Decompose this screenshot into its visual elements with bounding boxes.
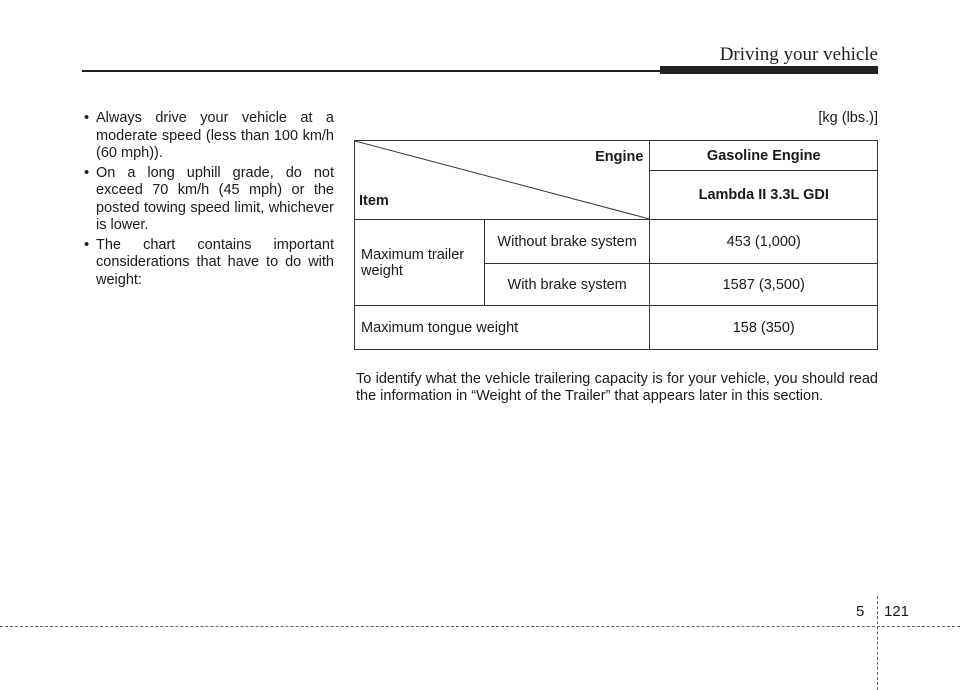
header-title: Driving your vehicle xyxy=(719,44,878,65)
without-brake-value: 453 (1,000) xyxy=(650,220,878,264)
trailering-capacity-note: To identify what the vehicle trailering capacity is for your vehicle, you should read the information in “Weight of the Trailer” that appears later in this section. xyxy=(356,370,878,404)
header-rule xyxy=(82,70,682,72)
guidelines-column xyxy=(82,110,334,291)
bullet-chart-note: • The chart contains important considerations that have to do with weight: xyxy=(82,237,334,290)
engine-header: Gasoline Engine xyxy=(650,141,878,171)
trailer-weight-table xyxy=(354,140,878,350)
without-brake-label: Without brake system xyxy=(484,220,650,264)
header-rule-accent xyxy=(660,66,878,74)
with-brake-value: 1587 (3,500) xyxy=(650,264,878,306)
table-corner-cell xyxy=(355,141,650,220)
footer-divider xyxy=(877,596,878,690)
corner-engine-label: Engine xyxy=(595,149,644,165)
bullet-moderate-speed: • Always drive your vehicle at a moderate speed (less than 100 km/h (60 mph)). xyxy=(82,110,334,163)
guidelines-list xyxy=(82,110,334,289)
tongue-weight-label: Maximum tongue weight xyxy=(355,306,650,350)
max-trailer-label: Maximum trailer weight xyxy=(355,220,485,306)
footer-rule xyxy=(0,626,960,627)
units-label: [kg (lbs.)] xyxy=(818,110,878,126)
bullet-uphill-grade: • On a long uphill grade, do not exceed 70 km/h (45 mph) or the posted towing speed limit, whichever is lower. xyxy=(82,165,334,235)
tongue-weight-value: 158 (350) xyxy=(650,306,878,350)
section-number: 5 xyxy=(856,603,865,620)
corner-item-label: Item xyxy=(359,193,389,209)
page-number: 121 xyxy=(884,603,910,620)
engine-model: Lambda II 3.3L GDI xyxy=(650,171,878,220)
with-brake-label: With brake system xyxy=(484,264,650,306)
